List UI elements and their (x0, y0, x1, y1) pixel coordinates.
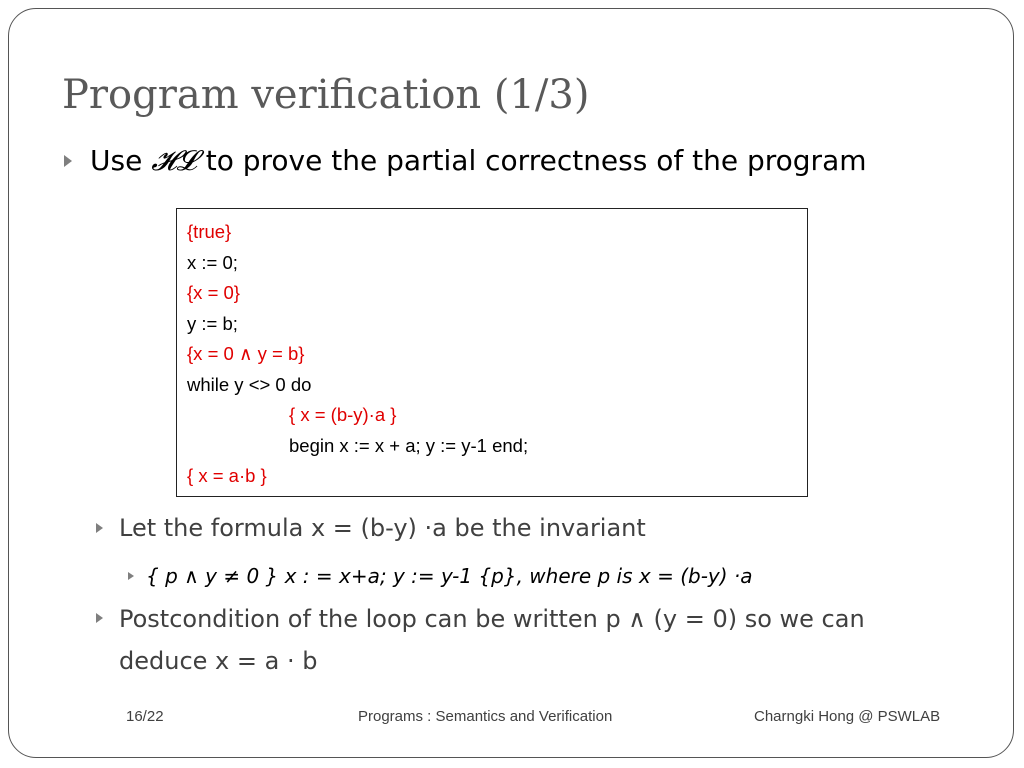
code-line: {x = 0 ∧ y = b} (187, 343, 305, 364)
code-line: { x = a·b } (187, 465, 267, 486)
code-line: {x = 0} (187, 282, 240, 303)
sub-sub-bullet-triple (128, 564, 753, 588)
sub-bullet-postcondition (96, 598, 865, 682)
footer-author: Charngki Hong @ PSWLAB (754, 708, 941, 725)
sub-bullet-invariant (96, 514, 646, 542)
bullet-triangle-icon (96, 613, 103, 623)
code-line: { x = (b-y)·a } (289, 404, 397, 425)
slide-title: Program verification (1/3) (62, 72, 590, 118)
bullet-triangle-icon (128, 572, 134, 580)
postcondition-line-1: Postcondition of the loop can be written p ∧ (y = 0) so we can (119, 605, 865, 633)
bullet-triangle-icon (96, 523, 103, 533)
code-line: y := b; (187, 312, 238, 334)
code-line: begin x := x + a; y := y-1 end; (289, 434, 529, 456)
hoare-triple-text: { p ∧ y ≠ 0 } x : = x+a; y := y-1 {p}, where p is x = (b-y) ·a (146, 564, 753, 588)
postcondition-line-2: deduce x = a · b (119, 647, 318, 675)
bullet-suffix: to prove the partial correctness of the program (205, 144, 867, 177)
footer-title: Programs : Semantics and Verification (358, 708, 613, 725)
invariant-text: Let the formula x = (b-y) ·a be the invariant (119, 514, 646, 542)
bullet-use-hl (64, 144, 867, 178)
hoare-logic-symbol: 𝓗𝓛 (151, 144, 197, 177)
program-code-box (176, 208, 808, 497)
footer-page-number: 16/22 (126, 708, 164, 725)
code-line: while y <> 0 do (187, 373, 312, 395)
bullet-triangle-icon (64, 155, 72, 167)
bullet-prefix: Use (90, 144, 143, 177)
code-line: x := 0; (187, 251, 238, 273)
code-line: {true} (187, 221, 232, 242)
